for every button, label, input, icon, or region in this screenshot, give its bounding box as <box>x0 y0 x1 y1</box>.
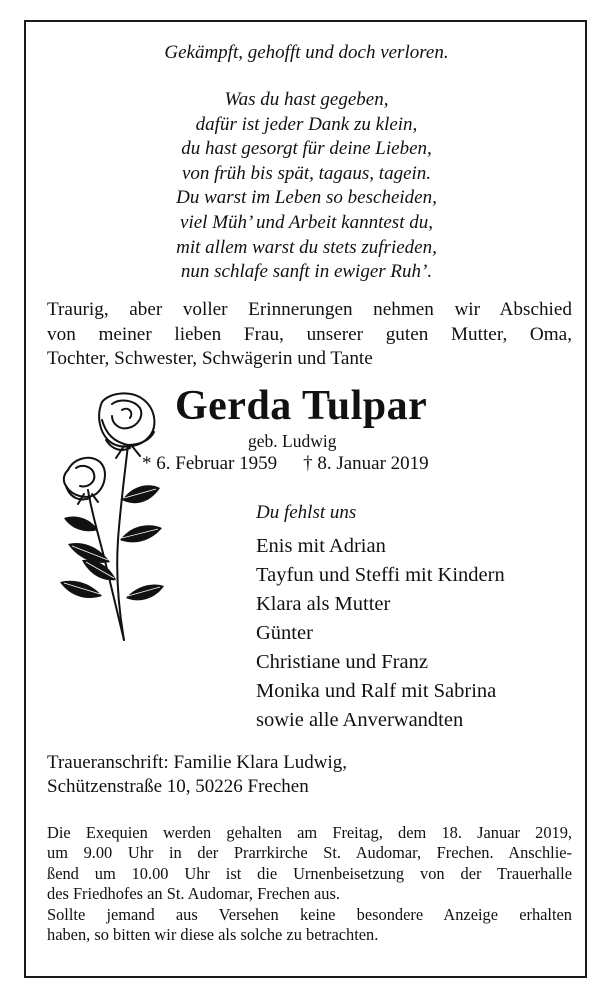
details-line: des Friedhofes an St. Audomar, Frechen aus. <box>47 884 340 904</box>
life-dates <box>142 453 429 475</box>
poem-line: mit allem warst du stets zufrieden, <box>176 236 437 258</box>
poem-line: Du warst im Leben so bescheiden, <box>176 187 437 209</box>
birth-date: * 6. Februar 1959 <box>142 453 278 474</box>
deceased-name: Gerda Tulpar <box>175 383 428 429</box>
poem-line: du hast gesorgt für deine Lieben, <box>181 138 432 160</box>
mourners-list <box>256 532 505 735</box>
mourner-entry: sowie alle Anverwandten <box>256 709 464 731</box>
details-line: um 9.00 Uhr in der Prarrkirche St. Audomar, Frechen. Anschlie- <box>47 843 572 863</box>
mourner-entry: Enis mit Adrian <box>256 535 386 557</box>
poem-line: dafür ist jeder Dank zu klein, <box>195 113 418 135</box>
intro-line: Tochter, Schwester, Schwägerin und Tante <box>47 348 373 369</box>
mourner-entry: Christiane und Franz <box>256 651 428 673</box>
address-line: Schützenstraße 10, 50226 Frechen <box>47 776 309 797</box>
mourning-address <box>47 751 347 799</box>
motto: Gekämpft, gehofft und doch verloren. <box>164 42 449 63</box>
maiden-name: geb. Ludwig <box>248 431 337 451</box>
address-line: Traueranschrift: Familie Klara Ludwig, <box>47 752 348 773</box>
rose-illustration-icon <box>40 390 170 655</box>
intro-line: von meiner lieben Frau, unserer guten Mutter, Oma, <box>47 323 572 345</box>
poem-line: nun schlafe sanft in ewiger Ruh’. <box>180 261 433 283</box>
mourner-entry: Günter <box>256 622 313 644</box>
details-line: Sollte jemand aus Versehen keine besondere Anzeige erhalten <box>47 904 572 924</box>
poem-line: Was du hast gegeben, <box>224 89 389 110</box>
service-details <box>47 823 572 945</box>
poem-line: viel Müh’ und Arbeit kanntest du, <box>180 211 433 233</box>
intro-text <box>47 298 572 372</box>
mourner-entry: Klara als Mutter <box>256 593 391 615</box>
missing-you-line: Du fehlst uns <box>256 502 357 523</box>
details-line: haben, so bitten wir diese als solche zu betrachten. <box>47 925 379 945</box>
details-line: Die Exequien werden gehalten am Freitag, dem 18. Januar 2019, <box>47 823 572 842</box>
poem-line: von früh bis spät, tagaus, tagein. <box>181 162 432 184</box>
details-line: ßend um 10.00 Uhr ist die Urnenbeisetzung von der Trauerhalle <box>47 863 572 883</box>
death-date: † 8. Januar 2019 <box>303 453 429 474</box>
poem <box>0 88 613 285</box>
mourner-entry: Monika und Ralf mit Sabrina <box>256 680 497 702</box>
intro-line: Traurig, aber voller Erinnerungen nehmen wir Abschied <box>47 299 572 320</box>
mourner-entry: Tayfun und Steffi mit Kindern <box>256 564 505 586</box>
